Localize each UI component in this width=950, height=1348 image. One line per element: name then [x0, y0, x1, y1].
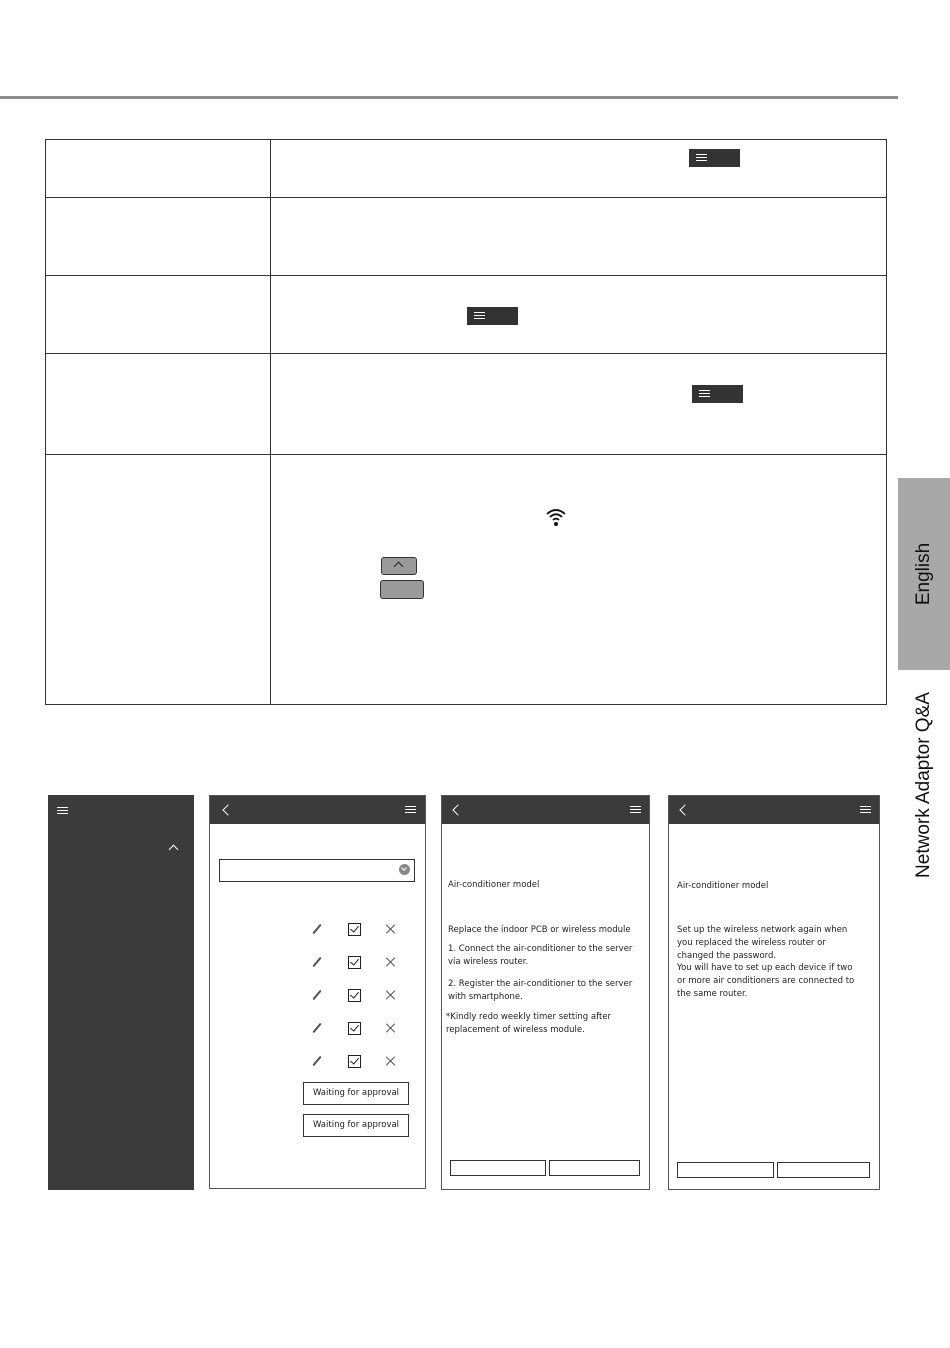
qa-row-5 — [46, 455, 886, 706]
checkbox-icon[interactable] — [348, 923, 361, 936]
waiting-for-approval-button[interactable]: Waiting for approval — [303, 1114, 409, 1137]
close-icon[interactable] — [386, 957, 396, 967]
next-button[interactable] — [777, 1162, 870, 1178]
menu-button[interactable] — [689, 149, 740, 167]
menu-button[interactable] — [692, 385, 743, 403]
menu-icon[interactable] — [860, 806, 871, 815]
model-label: Air-conditioner model — [677, 881, 769, 891]
menu-icon — [699, 390, 710, 398]
qa-table — [45, 139, 887, 705]
chevron-left-icon[interactable] — [222, 804, 233, 815]
chevron-left-icon[interactable] — [452, 804, 463, 815]
pencil-icon[interactable] — [312, 990, 321, 1000]
section-tab — [898, 670, 950, 900]
replace-heading: Replace the indoor PCB or wireless module — [448, 925, 631, 935]
menu-icon — [696, 154, 707, 162]
chevron-down-icon — [399, 864, 410, 875]
qa-row-1 — [46, 140, 886, 198]
phone-screen-device-list — [209, 795, 426, 1189]
qa-row-4 — [46, 354, 886, 455]
checkbox-icon[interactable] — [348, 1055, 361, 1068]
pencil-icon[interactable] — [312, 924, 321, 934]
cancel-button[interactable] — [677, 1162, 774, 1178]
phone-screen-wireless-setup — [668, 795, 880, 1190]
phone-screen-replace-module — [441, 795, 650, 1190]
close-icon[interactable] — [386, 924, 396, 934]
cancel-button[interactable] — [450, 1160, 546, 1176]
menu-icon[interactable] — [405, 806, 416, 815]
menu-icon — [474, 312, 485, 320]
device-dropdown[interactable] — [219, 859, 415, 882]
timer-note: *Kindly redo weekly timer setting after replacement of wireless module. — [446, 1012, 612, 1035]
checkbox-icon[interactable] — [348, 956, 361, 969]
screen-header — [669, 796, 879, 824]
close-icon[interactable] — [386, 1056, 396, 1066]
pencil-icon[interactable] — [312, 1023, 321, 1033]
menu-icon[interactable] — [630, 806, 641, 815]
chevron-left-icon[interactable] — [679, 804, 690, 815]
step-2: 2. Register the air-conditioner to the server with smartphone. — [448, 979, 633, 1002]
model-label: Air-conditioner model — [448, 880, 540, 890]
waiting-for-approval-button[interactable]: Waiting for approval — [303, 1082, 409, 1105]
screen-header — [442, 796, 649, 824]
checkbox-icon[interactable] — [348, 989, 361, 1002]
qa-row-2 — [46, 198, 886, 276]
pencil-icon[interactable] — [312, 957, 321, 967]
menu-icon[interactable] — [57, 807, 68, 816]
menu-button[interactable] — [467, 307, 518, 325]
up-arrow-button[interactable] — [381, 557, 417, 575]
setup-paragraph-2: You will have to set up each device if two or more air conditioners are connected to the same router. — [677, 963, 855, 999]
remote-button[interactable] — [380, 580, 424, 599]
step-1: 1. Connect the air-conditioner to the server via wireless router. — [448, 944, 633, 967]
screen-header — [210, 796, 425, 824]
setup-paragraph-1: Set up the wireless network again when you replaced the wireless router or changed the password. — [677, 925, 848, 961]
language-tab-label: English — [913, 542, 934, 606]
language-tab — [898, 478, 950, 670]
wifi-icon — [545, 506, 567, 528]
phone-screen-menu — [48, 795, 194, 1190]
pencil-icon[interactable] — [312, 1056, 321, 1066]
close-icon[interactable] — [386, 1023, 396, 1033]
close-icon[interactable] — [386, 990, 396, 1000]
checkbox-icon[interactable] — [348, 1022, 361, 1035]
next-button[interactable] — [549, 1160, 640, 1176]
qa-row-3 — [46, 276, 886, 354]
section-tab-label: Network Adaptor Q&A — [913, 692, 934, 878]
top-rule — [0, 96, 898, 99]
